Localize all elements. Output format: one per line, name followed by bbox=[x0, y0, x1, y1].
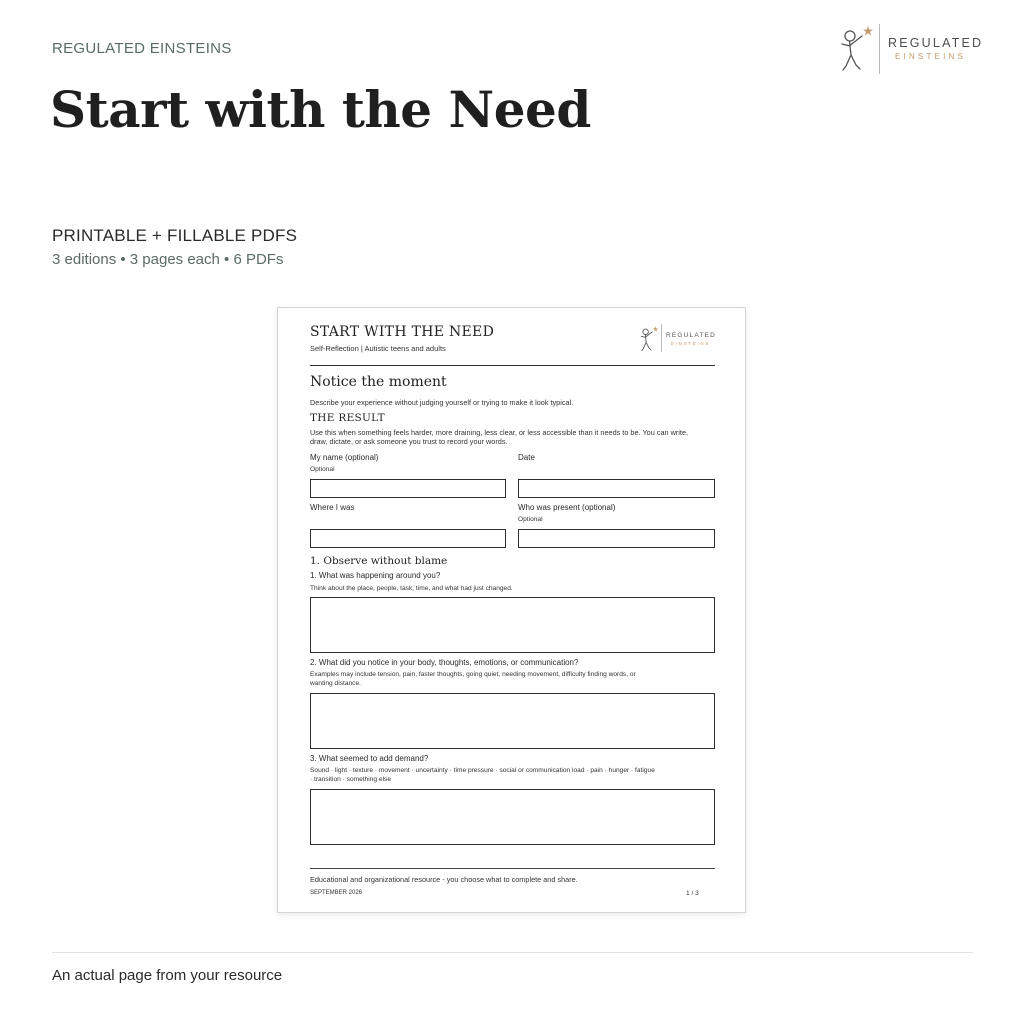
question-label: 2. What did you notice in your body, thoughts, emotions, or communication? bbox=[310, 658, 579, 667]
resource-page-preview bbox=[277, 307, 746, 913]
brand-logo bbox=[838, 22, 984, 76]
divider bbox=[52, 952, 973, 953]
question-1-answer[interactable] bbox=[310, 597, 715, 653]
where-field-label: Where I was bbox=[310, 503, 355, 512]
question-hint: Examples may include tension, pain, faster thoughts, going quiet, needing movement, difficulty finding words, or bbox=[310, 671, 636, 678]
result-text-line: Use this when something feels harder, more draining, less clear, or less accessible than it needs to be. You can write, bbox=[310, 428, 689, 437]
preview-logo-line2: EINSTEINS bbox=[671, 341, 711, 346]
result-heading: THE RESULT bbox=[310, 412, 385, 424]
question-label: 1. What was happening around you? bbox=[310, 571, 441, 580]
footer-note: Educational and organizational resource - you choose what to complete and share. bbox=[310, 875, 578, 884]
where-field[interactable] bbox=[310, 529, 506, 548]
brand-label: REGULATED EINSTEINS bbox=[52, 40, 232, 57]
question-hint: wanting distance. bbox=[310, 680, 361, 687]
name-field-label: My name (optional) bbox=[310, 453, 379, 462]
offer-heading: PRINTABLE + FILLABLE PDFS bbox=[52, 226, 298, 245]
question-hint: Sound · light · texture · movement · uncertainty · time pressure · social or communication load · pain · hunger · fatigue bbox=[310, 767, 655, 774]
result-text-line: draw, dictate, or ask someone you trust to record your words. bbox=[310, 437, 508, 446]
page-number: 1 / 3 bbox=[686, 890, 699, 897]
divider bbox=[310, 365, 715, 366]
footer-date: SEPTEMBER 2026 bbox=[310, 890, 363, 896]
preview-logo-line1: REGULATED bbox=[666, 332, 717, 339]
who-field[interactable] bbox=[518, 529, 715, 548]
question-2-answer[interactable] bbox=[310, 693, 715, 749]
logo-text-line2: EINSTEINS bbox=[895, 52, 967, 61]
date-field-label: Date bbox=[518, 453, 535, 462]
date-field[interactable] bbox=[518, 479, 715, 498]
logo-text-line1: REGULATED bbox=[888, 36, 984, 50]
preview-title: START WITH THE NEED bbox=[310, 324, 495, 340]
who-field-hint: Optional bbox=[518, 516, 543, 523]
question-hint: · transition · something else bbox=[310, 776, 391, 783]
who-field-label: Who was present (optional) bbox=[518, 503, 616, 512]
name-field[interactable] bbox=[310, 479, 506, 498]
question-3-answer[interactable] bbox=[310, 789, 715, 845]
section-title: Notice the moment bbox=[310, 374, 447, 390]
stick-figure-star-icon bbox=[838, 22, 878, 76]
question-label: 3. What seemed to add demand? bbox=[310, 754, 429, 763]
section-intro: Describe your experience without judging yourself or trying to make it look typical. bbox=[310, 398, 574, 407]
name-field-hint: Optional bbox=[310, 466, 335, 473]
stick-figure-star-icon bbox=[639, 324, 661, 354]
preview-subtitle: Self-Reflection | Autistic teens and adults bbox=[310, 344, 446, 353]
preview-logo bbox=[639, 324, 719, 354]
offer-details: 3 editions • 3 pages each • 6 PDFs bbox=[52, 251, 284, 268]
question-hint: Think about the place, people, task, time, and what had just changed. bbox=[310, 585, 513, 592]
preview-caption: An actual page from your resource bbox=[52, 967, 283, 984]
divider bbox=[310, 868, 715, 869]
page-title: Start with the Need bbox=[50, 80, 591, 139]
observe-heading: 1. Observe without blame bbox=[310, 555, 448, 567]
